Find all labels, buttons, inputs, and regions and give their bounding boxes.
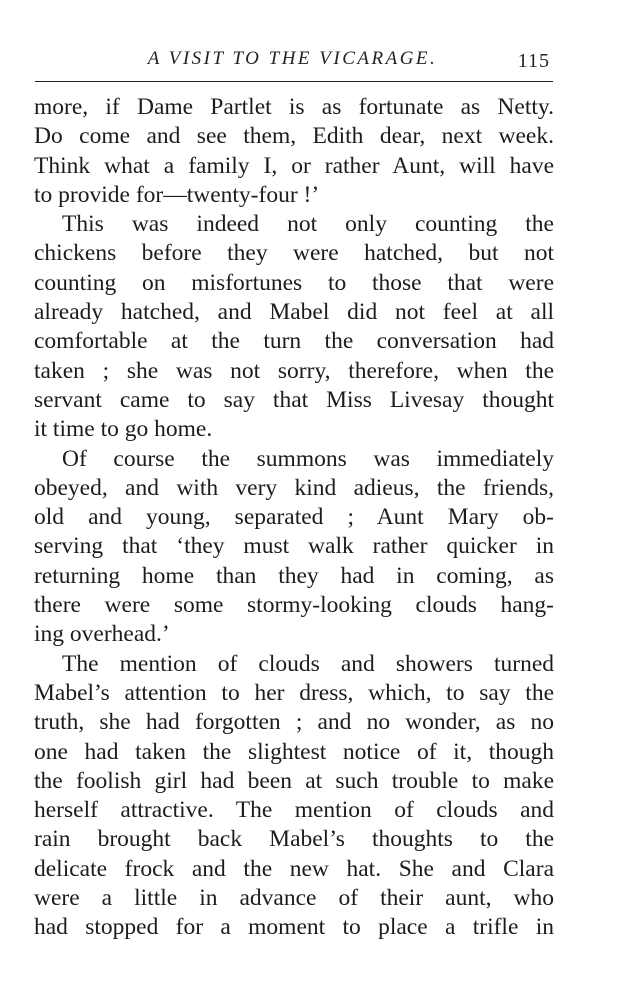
text-line: comfortable at the turn the conversation had bbox=[34, 328, 554, 355]
text-line: servant came to say that Miss Livesay thought bbox=[34, 386, 554, 413]
header-rule bbox=[35, 81, 553, 82]
text-line: the foolish girl had been at such trouble to make bbox=[34, 767, 554, 794]
text-line: taken ; she was not sorry, therefore, when the bbox=[34, 357, 554, 384]
text-line: rain brought back Mabel’s thoughts to the bbox=[34, 826, 554, 853]
text-line: Mabel’s attention to her dress, which, to say the bbox=[34, 679, 554, 706]
text-line: delicate frock and the new hat. She and Clara bbox=[34, 855, 554, 882]
page-number: 115 bbox=[517, 50, 550, 72]
running-title: A VISIT TO THE VICARAGE. bbox=[147, 48, 438, 69]
text-line: Do come and see them, Edith dear, next week. bbox=[34, 123, 554, 150]
text-line: ing overhead.’ bbox=[34, 621, 170, 648]
text-line: obeyed, and with very kind adieus, the friends, bbox=[34, 474, 554, 501]
text-line: old and young, separated ; Aunt Mary ob- bbox=[34, 504, 554, 531]
page-header bbox=[35, 46, 550, 78]
text-line: Think what a family I, or rather Aunt, will have bbox=[34, 152, 554, 179]
text-line: more, if Dame Partlet is as fortunate as Netty. bbox=[34, 94, 554, 120]
text-line: to provide for—twenty-four !’ bbox=[34, 181, 320, 208]
text-line: one had taken the slightest notice of it, though bbox=[34, 738, 554, 765]
text-line: chickens before they were hatched, but not bbox=[34, 240, 554, 267]
text-line: This was indeed not only counting the bbox=[62, 211, 554, 238]
text-line: herself attractive. The mention of clouds and bbox=[34, 797, 554, 824]
text-line: counting on misfortunes to those that were bbox=[34, 269, 554, 296]
text-line: serving that ‘they must walk rather quicker in bbox=[34, 533, 554, 560]
text-line: were a little in advance of their aunt, who bbox=[34, 885, 554, 912]
text-line: already hatched, and Mabel did not feel at all bbox=[34, 299, 554, 326]
text-line: returning home than they had in coming, as bbox=[34, 562, 554, 589]
text-line: The mention of clouds and showers turned bbox=[62, 650, 554, 677]
text-line: it time to go home. bbox=[34, 416, 213, 443]
text-line: had stopped for a moment to place a trifle in bbox=[34, 914, 554, 941]
text-line: truth, she had forgotten ; and no wonder, as no bbox=[34, 709, 554, 736]
text-line: there were some stormy-looking clouds hang- bbox=[34, 592, 554, 619]
body-text bbox=[34, 93, 554, 943]
text-line: Of course the summons was immediately bbox=[62, 445, 554, 472]
